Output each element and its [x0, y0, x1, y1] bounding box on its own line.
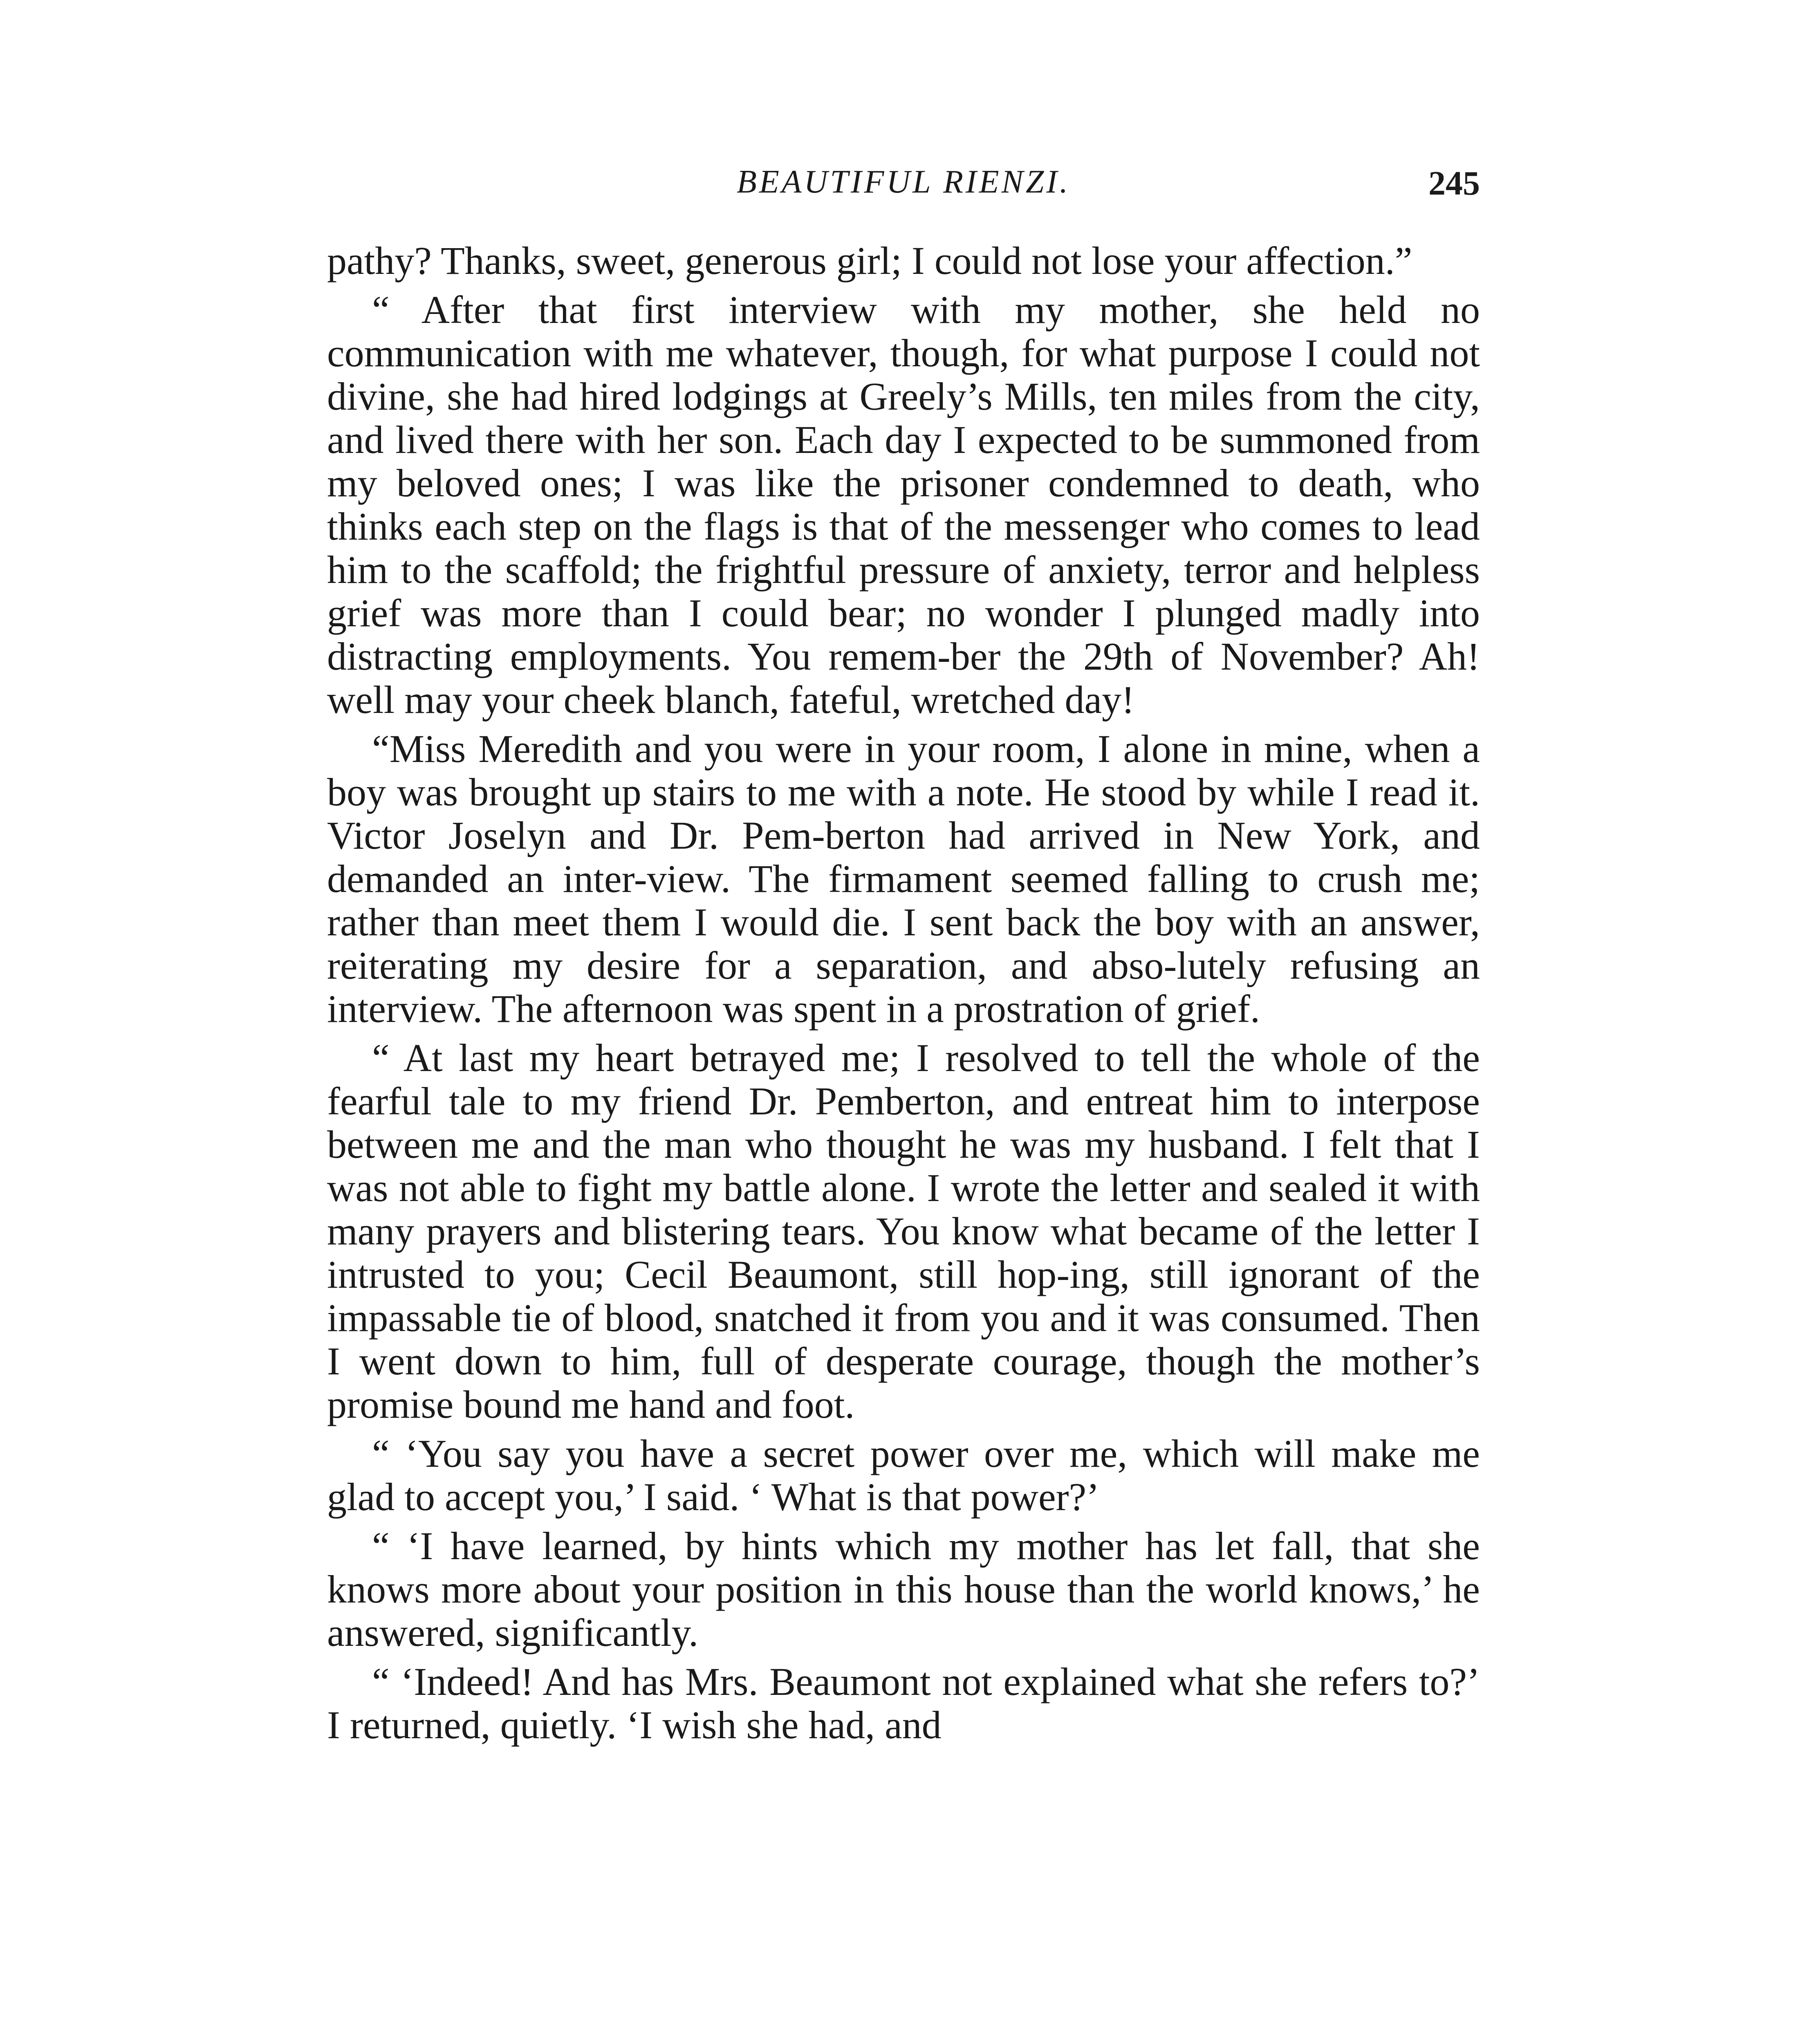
running-head [327, 164, 1480, 208]
paragraph-5: “ ‘You say you have a secret power over me, which will make me glad to accept you,’ I said. ‘ What is that power?’ [327, 1432, 1480, 1519]
paragraph-6: “ ‘I have learned, by hints which my mother has let fall, that she knows more about your position in this house than the world knows,’ he answered, significantly. [327, 1524, 1480, 1654]
page-number: 245 [1428, 164, 1480, 202]
paragraph-1: pathy? Thanks, sweet, generous girl; I could not lose your affection.” [327, 239, 1412, 282]
paragraph-7: “ ‘Indeed! And has Mrs. Beaumont not explained what she refers to?’ I returned, quietly. ‘I wish she had, and [327, 1660, 1480, 1747]
body-text [327, 239, 1480, 1747]
paragraph-4: “ At last my heart betrayed me; I resolved to tell the whole of the fearful tale to my friend Dr. Pemberton, and entreat him to interpose between me and the man who thought he was my husband. I felt that I was not able to fight my battle alone. I wrote the letter and sealed it with many prayers and blistering tears. You know what became of the letter I intrusted to you; Cecil Beaumont, still hop-ing, still ignorant of the impassable tie of blood, snatched it from you and it was consumed. Then I went down to him, full of desperate courage, though the mother’s promise bound me hand and foot. [327, 1036, 1480, 1426]
paragraph-3: “Miss Meredith and you were in your room, I alone in mine, when a boy was brought up stairs to me with a note. He stood by while I read it. Victor Joselyn and Dr. Pem-berton had arrived in New York, and demanded an inter-view. The firmament seemed falling to crush me; rather than meet them I would die. I sent back the boy with an answer, reiterating my desire for a separation, and abso-lutely refusing an interview. The afternoon was spent in a prostration of grief. [327, 727, 1480, 1031]
running-title: BEAUTIFUL RIENZI. [736, 164, 1071, 200]
paragraph-2: “ After that first interview with my mother, she held no communication with me whatever, though, for what purpose I could not divine, she had hired lodgings at Greely’s Mills, ten miles from the city, and lived there with her son. Each day I expected to be summoned from my beloved ones; I was like the prisoner condemned to death, who thinks each step on the flags is that of the messenger who comes to lead him to the scaffold; the frightful pressure of anxiety, terror and helpless grief was more than I could bear; no wonder I plunged madly into distracting employments. You remem-ber the 29th of November? Ah! well may your cheek blanch, fateful, wretched day! [327, 288, 1480, 722]
